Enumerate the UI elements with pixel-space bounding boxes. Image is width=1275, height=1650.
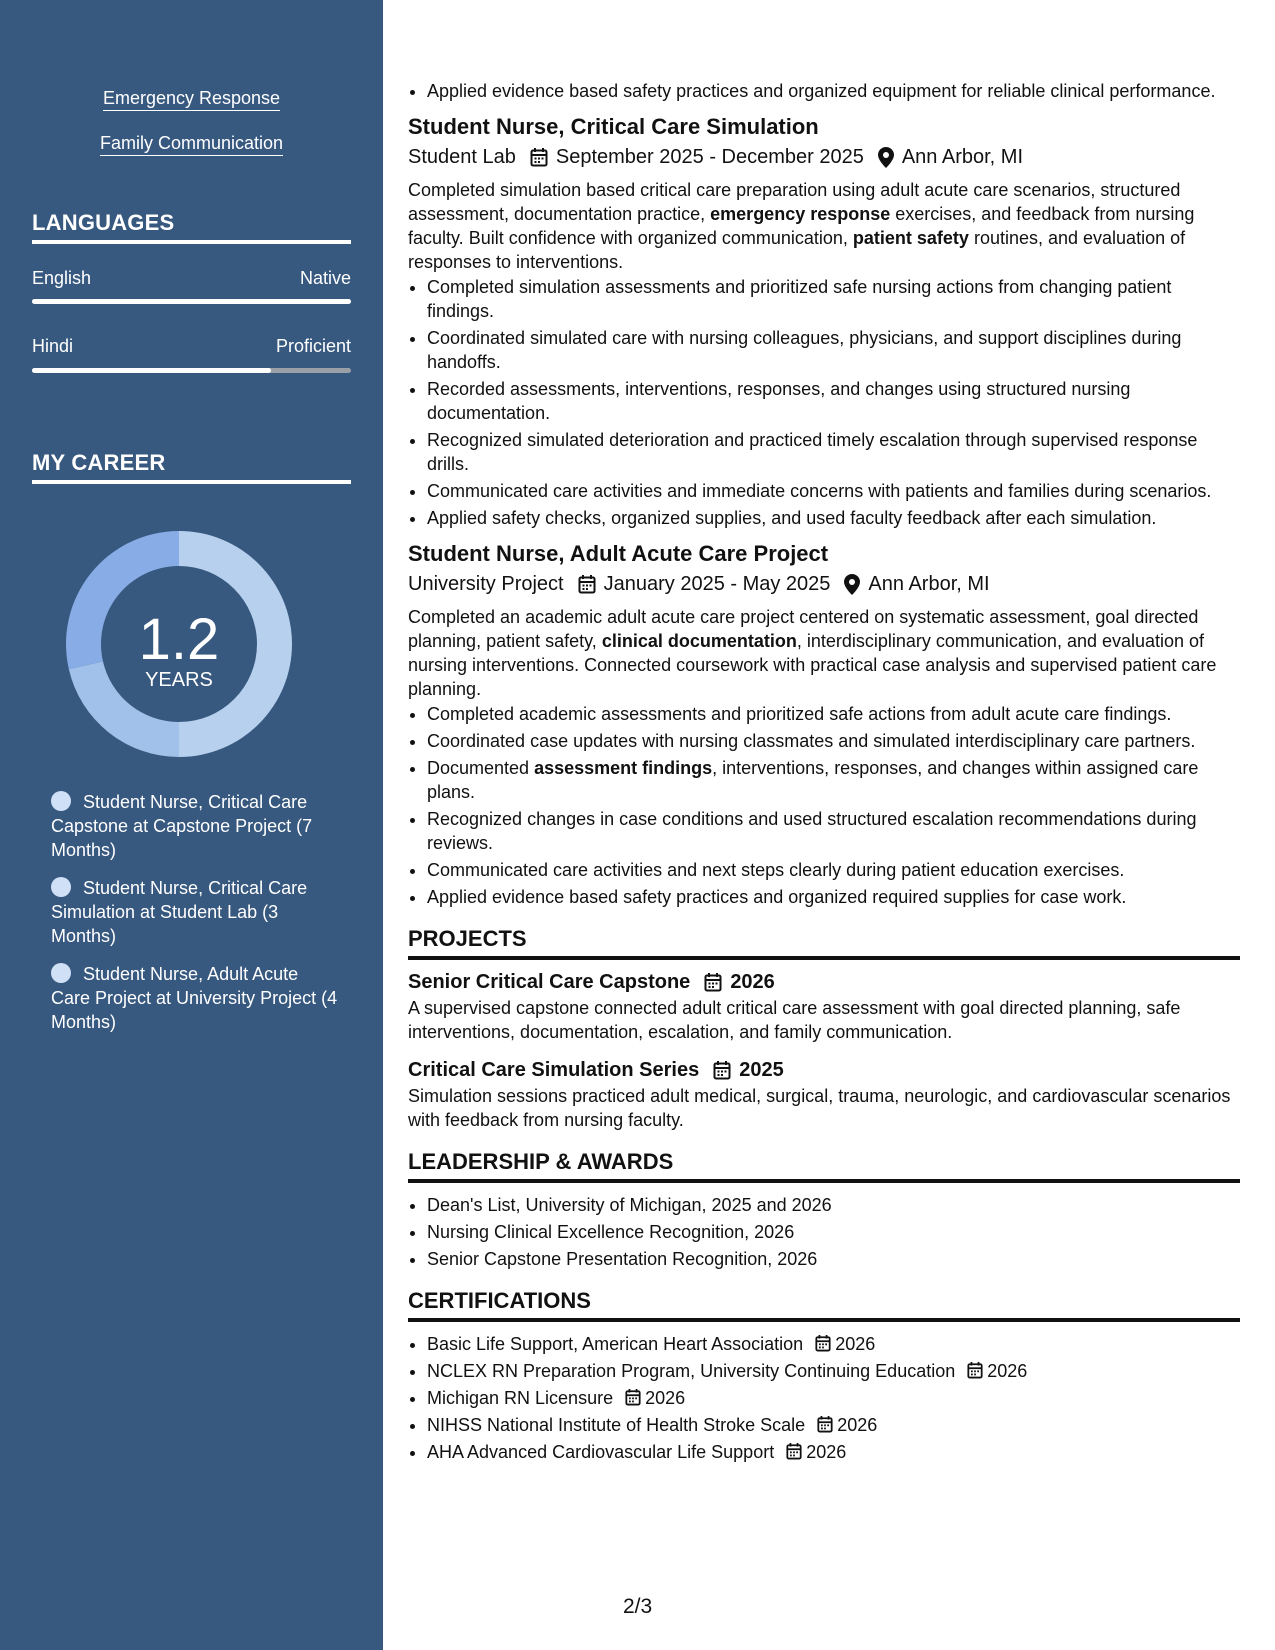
- career-years-value: 1.2: [138, 607, 220, 672]
- job-bullets: [408, 702, 1240, 909]
- language-level: Proficient: [275, 336, 351, 356]
- experience-entry: [408, 113, 1240, 530]
- leadership-heading: LEADERSHIP & AWARDS: [408, 1148, 1240, 1183]
- emphasis-text: emergency response: [710, 204, 891, 224]
- bullet-item: • Applied evidence based safety practices and organized required supplies for case work.: [427, 885, 1240, 909]
- calendar-icon: [786, 1442, 802, 1460]
- project-year: 2026: [730, 971, 775, 993]
- page-number: 2/3: [623, 1595, 653, 1618]
- bullet-item: • Applied evidence based safety practices and organized equipment for reliable clinical performance.: [427, 79, 1240, 103]
- bullet-item: • Communicated care activities and next steps clearly during patient education exercises.: [427, 858, 1240, 882]
- project-year: 2025: [739, 1059, 784, 1081]
- skill-tag: [0, 88, 383, 109]
- project-title: Senior Critical Care Capstone: [408, 971, 691, 993]
- calendar-icon: [713, 1060, 731, 1080]
- language-bar: [32, 368, 351, 373]
- leadership-section: [408, 1148, 1240, 1271]
- skill-label: Family Communication: [100, 133, 283, 156]
- emphasis-text: assessment findings: [534, 758, 713, 778]
- certification-name: Basic Life Support, American Heart Association: [427, 1334, 804, 1354]
- text-segment: Completed an academic adult acute care project centered on systematic assessment, goal directed planning, patient safety,: [408, 607, 1199, 651]
- job-title: Student Nurse, Adult Acute Care Project: [408, 541, 829, 566]
- bullet-item: • Completed academic assessments and prioritized safe actions from adult acute care findings.: [427, 702, 1240, 726]
- career-item: [51, 962, 341, 1034]
- job-location: Ann Arbor, MI: [868, 573, 990, 595]
- leadership-list: [408, 1193, 1240, 1271]
- language-level: Native: [299, 268, 351, 288]
- certification-year: 2026: [987, 1361, 1028, 1381]
- bullet-item: • Dean's List, University of Michigan, 2025 and 2026: [427, 1193, 1240, 1217]
- job-description: [408, 178, 1240, 274]
- continued-bullets: [408, 79, 1240, 103]
- calendar-icon: [817, 1415, 833, 1433]
- bullet-dot-icon: [51, 877, 71, 897]
- emphasis-text: patient safety: [852, 228, 969, 248]
- projects-heading: PROJECTS: [408, 925, 1240, 960]
- project-title-row: [408, 1056, 1240, 1084]
- career-item-text: Student Nurse, Adult Acute Care Project at University Project (4 Months): [51, 964, 338, 1032]
- career-item: [51, 876, 341, 948]
- certification-year: 2026: [837, 1415, 878, 1435]
- job-dates: January 2025 - May 2025: [603, 573, 831, 595]
- job-description: [408, 605, 1240, 701]
- career-item: [51, 790, 341, 862]
- job-meta: [408, 143, 1240, 171]
- language-bar-fill: [32, 368, 271, 373]
- calendar-icon: [815, 1334, 831, 1352]
- calendar-icon: [967, 1361, 983, 1379]
- skill-tag: [0, 133, 383, 154]
- bullet-item: • Recorded assessments, interventions, responses, and changes using structured nursing documentation.: [427, 377, 1240, 425]
- language-name: English: [32, 268, 92, 288]
- career-item-text: Student Nurse, Critical Care Simulation at Student Lab (3 Months): [51, 878, 308, 946]
- certification-item: [427, 1359, 1240, 1383]
- bullet-item: • Coordinated case updates with nursing classmates and simulated interdisciplinary care partners.: [427, 729, 1240, 753]
- job-org: Student Lab: [408, 146, 516, 168]
- career-donut-chart: [66, 531, 292, 757]
- bullet-item: • Coordinated simulated care with nursing colleagues, physicians, and support disciplines during handoffs.: [427, 326, 1240, 374]
- emphasis-text: clinical documentation: [601, 631, 797, 651]
- bullet-item: • Recognized changes in case conditions and used structured escalation recommendations during reviews.: [427, 807, 1240, 855]
- project-entry: [408, 968, 1240, 1044]
- experience-entry: [408, 540, 1240, 909]
- certification-item: [427, 1386, 1240, 1410]
- text-segment: Documented: [427, 758, 535, 778]
- text-segment: , interventions, responses, and changes within assigned care plans.: [427, 758, 1199, 802]
- bullet-item: • Recognized simulated deterioration and practiced timely escalation through supervised response drills.: [427, 428, 1240, 476]
- text-segment: routines, and evaluation of responses to interventions.: [408, 228, 1186, 272]
- project-description: A supervised capstone connected adult critical care assessment with goal directed planning, safe interventions, documentation, escalation, and family communication.: [408, 998, 1181, 1042]
- project-title: Critical Care Simulation Series: [408, 1059, 700, 1081]
- certifications-list: [408, 1332, 1240, 1464]
- location-pin-icon: [878, 147, 894, 168]
- career-heading: MY CAREER: [32, 450, 351, 484]
- career-item-text: Student Nurse, Critical Care Capstone at Capstone Project (7 Months): [51, 792, 313, 860]
- bullet-item: • Communicated care activities and immediate concerns with patients and families during scenarios.: [427, 479, 1240, 503]
- job-org: University Project: [408, 573, 564, 595]
- bullet-dot-icon: [51, 791, 71, 811]
- project-title-row: [408, 968, 1240, 996]
- career-years-label: YEARS: [145, 669, 213, 691]
- text-segment: Completed simulation based critical care preparation using adult acute care scenarios, structured assessment, documentation practice,: [408, 180, 1181, 224]
- job-title: Student Nurse, Critical Care Simulation: [408, 114, 819, 139]
- sidebar: [0, 0, 383, 1650]
- certification-year: 2026: [806, 1442, 847, 1462]
- certifications-section: [408, 1287, 1240, 1464]
- project-entry: [408, 1056, 1240, 1132]
- main-content: [408, 0, 1240, 1467]
- calendar-icon: [530, 147, 548, 167]
- language-row: [32, 268, 351, 289]
- projects-section: [408, 925, 1240, 1132]
- language-bar-fill: [32, 299, 351, 304]
- certification-name: Michigan RN Licensure: [427, 1388, 614, 1408]
- job-location: Ann Arbor, MI: [901, 146, 1024, 168]
- location-pin-icon: [844, 574, 860, 595]
- language-name: Hindi: [32, 336, 74, 356]
- bullet-dot-icon: [51, 963, 71, 983]
- text-segment: exercises, and feedback from nursing faculty. Built confidence with organized communication,: [408, 204, 1195, 248]
- languages-heading: LANGUAGES: [32, 210, 351, 244]
- certifications-heading: CERTIFICATIONS: [408, 1287, 1240, 1322]
- career-list: [51, 790, 341, 1048]
- certification-item: [427, 1440, 1240, 1464]
- calendar-icon: [625, 1388, 641, 1406]
- language-bar: [32, 299, 351, 304]
- bullet-item: • Nursing Clinical Excellence Recognition, 2026: [427, 1220, 1240, 1244]
- job-dates: September 2025 - December 2025: [555, 146, 864, 168]
- bullet-item: [427, 756, 1240, 804]
- calendar-icon: [704, 972, 722, 992]
- text-segment: , interdisciplinary communication, and evaluation of nursing interventions. Connected coursework with practical case analysis and supervised patient care planning.: [408, 631, 1217, 699]
- calendar-icon: [578, 574, 596, 594]
- certification-year: 2026: [835, 1334, 876, 1354]
- skill-label: Emergency Response: [103, 88, 280, 111]
- certification-year: 2026: [645, 1388, 686, 1408]
- certification-name: NCLEX RN Preparation Program, University Continuing Education: [427, 1361, 956, 1381]
- project-description: Simulation sessions practiced adult medical, surgical, trauma, neurologic, and cardiovascular scenarios with feedback from nursing faculty.: [408, 1086, 1231, 1130]
- language-row: [32, 336, 351, 357]
- bullet-item: • Senior Capstone Presentation Recognition, 2026: [427, 1247, 1240, 1271]
- certification-item: [427, 1332, 1240, 1356]
- certification-name: AHA Advanced Cardiovascular Life Support: [427, 1442, 775, 1462]
- job-meta: [408, 570, 1240, 598]
- bullet-item: • Completed simulation assessments and prioritized safe nursing actions from changing patient findings.: [427, 275, 1240, 323]
- certification-item: [427, 1413, 1240, 1437]
- bullet-item: • Applied safety checks, organized supplies, and used faculty feedback after each simulation.: [427, 506, 1240, 530]
- job-bullets: [408, 275, 1240, 530]
- certification-name: NIHSS National Institute of Health Stroke Scale: [427, 1415, 806, 1435]
